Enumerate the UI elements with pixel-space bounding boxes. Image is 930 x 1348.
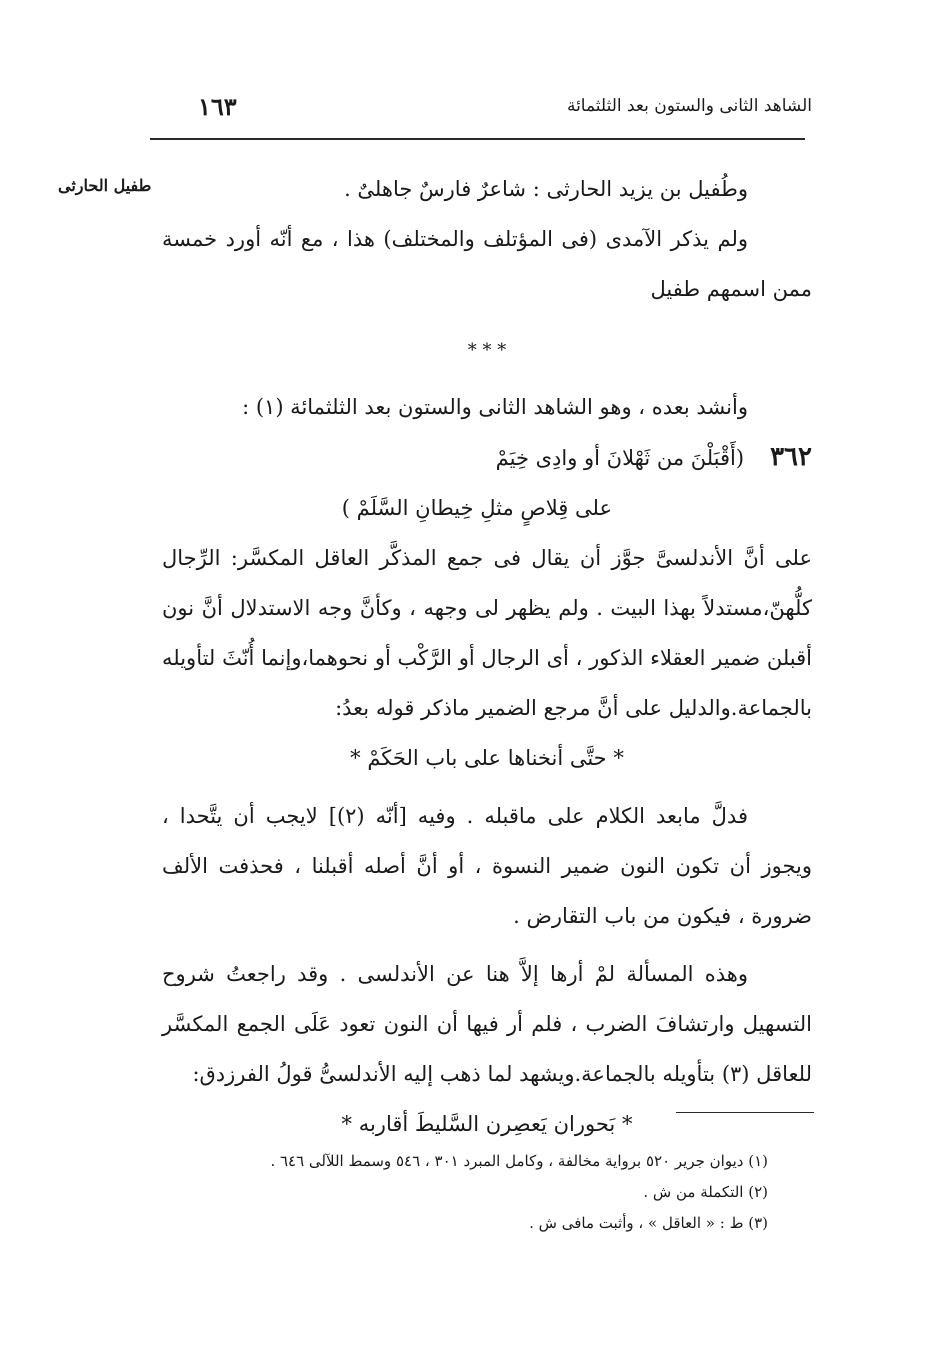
paragraph-4: على أنَّ الأندلسىَّ جوَّز أن يقال فى جمع المذكَّر العاقل المكسَّر: الرِّجال كلُّهنّ،مستدلاً بهذا البيت . ولم يظهر لى وجهه ، وكأنَّ وجه الاستدلال أنَّ نون أقبلن ضمير العقلاء الذكور ، أى الرجال أو الرَّكْب أو نحوهما،وإنما أُنّثَ لتأويله بالجماعة.والدليل على أنَّ مرجع الضمير ماذكر قوله بعدُ: <box>162 546 812 720</box>
footnote-3: (٣) ط : « العاقل » ، وأثبت مافى ش . <box>529 1214 768 1232</box>
verse-hemistich-2: على قِلاصٍ مثلِ خِيطانِ السَّلَمْ ) <box>341 496 612 520</box>
paragraph-5: فدلَّ مابعد الكلام على ماقبله . وفيه [أنّه (٢)] لايجب أن يتَّحدا ، ويجوز أن تكون النون ضمير النسوة ، أو أنَّ أصله أقبلنا ، فحذفت الألف ضرورة ، فيكون من باب التقارض . <box>162 804 812 928</box>
running-title: الشاهد الثانى والستون بعد الثلثمائة <box>566 96 812 116</box>
footnote-rule <box>676 1112 814 1113</box>
paragraph-2: ولم يذكر الآمدى (فى المؤتلف والمختلف) هذا ، مع أنّه أورد خمسة ممن اسمهم طفيل <box>162 227 812 301</box>
spacer <box>162 941 812 949</box>
footnotes <box>148 1146 768 1239</box>
verse-line-1 <box>162 432 812 483</box>
spacer <box>162 783 812 791</box>
footnote-1: (١) ديوان جرير ٥٢٠ برواية مخالفة ، وكامل المبرد ٣٠١ ، ٥٤٦ وسمط اللآلى ٦٤٦ . <box>270 1152 768 1170</box>
footnote-2: (٢) التكملة من ش . <box>643 1183 768 1201</box>
verse-hemistich-1: (أَقْبَلْنَ من ثَهْلانَ أو وادِى خِيَمْ <box>495 446 745 470</box>
main-text <box>162 164 812 1149</box>
verse-number: ٣٦٢ <box>770 442 812 472</box>
header-rule <box>150 138 805 140</box>
quoted-verse-1: * حتَّى أنخناها على باب الحَكَمْ * <box>350 746 624 770</box>
section-divider: * * * <box>467 340 507 361</box>
margin-note: طفيل الحارثى <box>58 176 152 195</box>
paragraph-6: وهذه المسألة لمْ أرها إلاَّ هنا عن الأندلسى . وقد راجعتُ شروح التسهيل وارتشافَ الضرب ، فلم أر فيها أن النون تعود عَلَى الجمع المكسَّر للعاقل (٣) بتأويله بالجماعة.ويشهد لما ذهب إليه الأندلسىُّ قولُ الفرزدق: <box>162 962 812 1086</box>
page-number: ١٦٣ <box>198 92 237 121</box>
quoted-verse-2: * بَحوران يَعصِرن السَّليطَ أقاربه * <box>341 1112 633 1136</box>
paragraph-3: وأنشد بعده ، وهو الشاهد الثانى والستون بعد الثلثمائة (١) : <box>242 395 748 419</box>
paragraph-1: وطُفيل بن يزيد الحارثى : شاعرٌ فارسٌ جاهلىٌ . <box>344 177 748 201</box>
